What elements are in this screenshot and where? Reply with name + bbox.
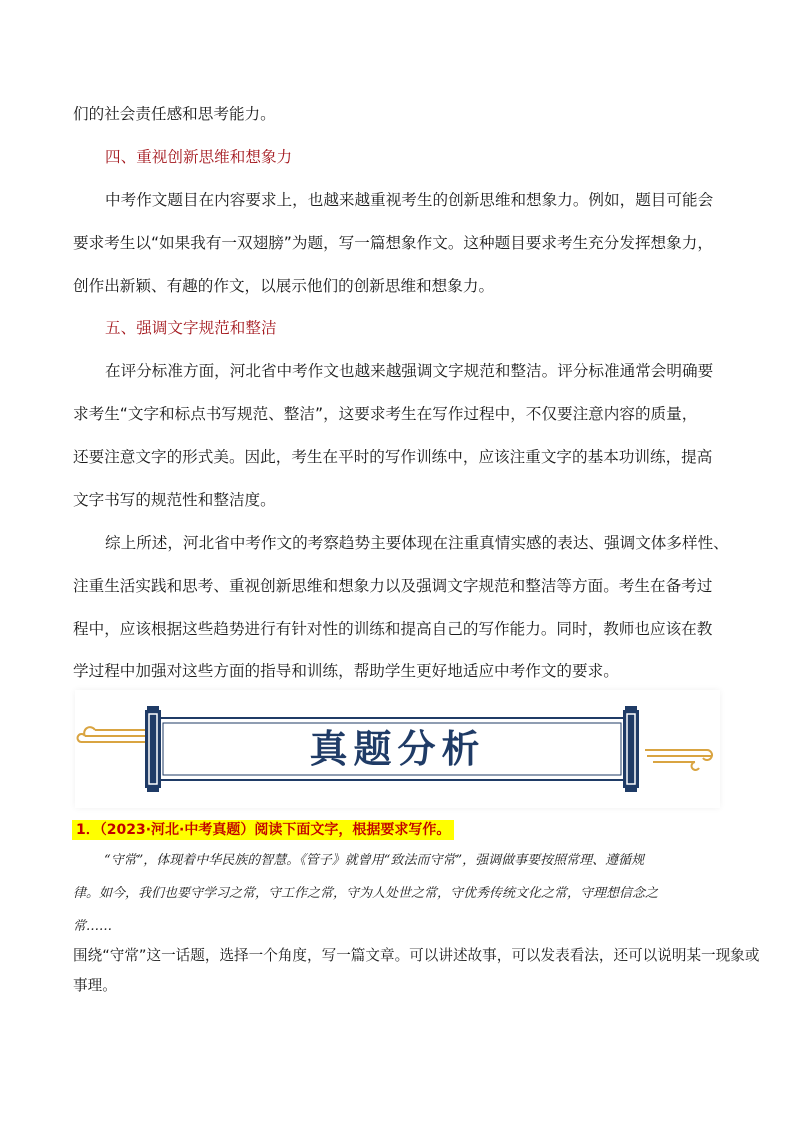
paragraph-line: 们的社会责任感和思考能力。 xyxy=(73,105,276,123)
paragraph-line: 学过程中加强对这些方面的指导和训练，帮助学生更好地适应中考作文的要求。 xyxy=(73,662,619,680)
instruction-line: 围绕“守常”这一话题，选择一个角度，写一篇文章。可以讲述故事，可以发表看法，还可以说明某一现象或 xyxy=(73,947,760,964)
quote-line: 律。如今，我们也要守学习之常，守工作之常，守为人处世之常，守优秀传统文化之常，守理想信念之 xyxy=(73,886,659,901)
paragraph-line: 在评分标准方面，河北省中考作文也越来越强调文字规范和整洁。评分标准通常会明确要 xyxy=(105,362,714,380)
paragraph-line: 中考作文题目在内容要求上，也越来越重视考生的创新思维和想象力。例如，题目可能会 xyxy=(105,191,714,209)
instruction-line: 事理。 xyxy=(73,977,117,994)
banner-title: 真题分析 xyxy=(309,726,486,771)
paragraph-line: 程中，应该根据这些趋势进行有针对性的训练和提高自己的写作能力。同时，教师也应该在教 xyxy=(73,620,713,638)
section-banner xyxy=(75,690,720,808)
section-heading-4: 四、重视创新思维和想象力 xyxy=(105,148,293,166)
paragraph-line: 要求考生以“如果我有一双翅膀”为题，写一篇想象作文。这种题目要求考生充分发挥想象力， xyxy=(73,234,713,252)
paragraph-line: 注重生活实践和思考、重视创新思维和想象力以及强调文字规范和整洁等方面。考生在备考过 xyxy=(73,577,713,595)
quote-line: 常…… xyxy=(73,919,113,934)
section-heading-5: 五、强调文字规范和整洁 xyxy=(105,319,277,337)
question-title: 1．（2023·河北·中考真题）阅读下面文字，根据要求写作。 xyxy=(72,820,454,840)
paragraph-line: 求考生“文字和标点书写规范、整洁”，这要求考生在写作过程中，不仅要注意内容的质量， xyxy=(73,405,698,423)
paragraph-line: 文字书写的规范性和整洁度。 xyxy=(73,491,276,509)
paragraph-line: 创作出新颖、有趣的作文，以展示他们的创新思维和想象力。 xyxy=(73,277,495,295)
paragraph-line: 综上所述，河北省中考作文的考察趋势主要体现在注重真情实感的表达、强调文体多样性、 xyxy=(105,534,729,552)
paragraph-line: 还要注意文字的形式美。因此，考生在平时的写作训练中，应该注重文字的基本功训练，提高 xyxy=(73,448,713,466)
quote-line: “守常”，体现着中华民族的智慧。《管子》就曾用“致法而守常”，强调做事要按照常理、遵循规 xyxy=(104,853,645,868)
